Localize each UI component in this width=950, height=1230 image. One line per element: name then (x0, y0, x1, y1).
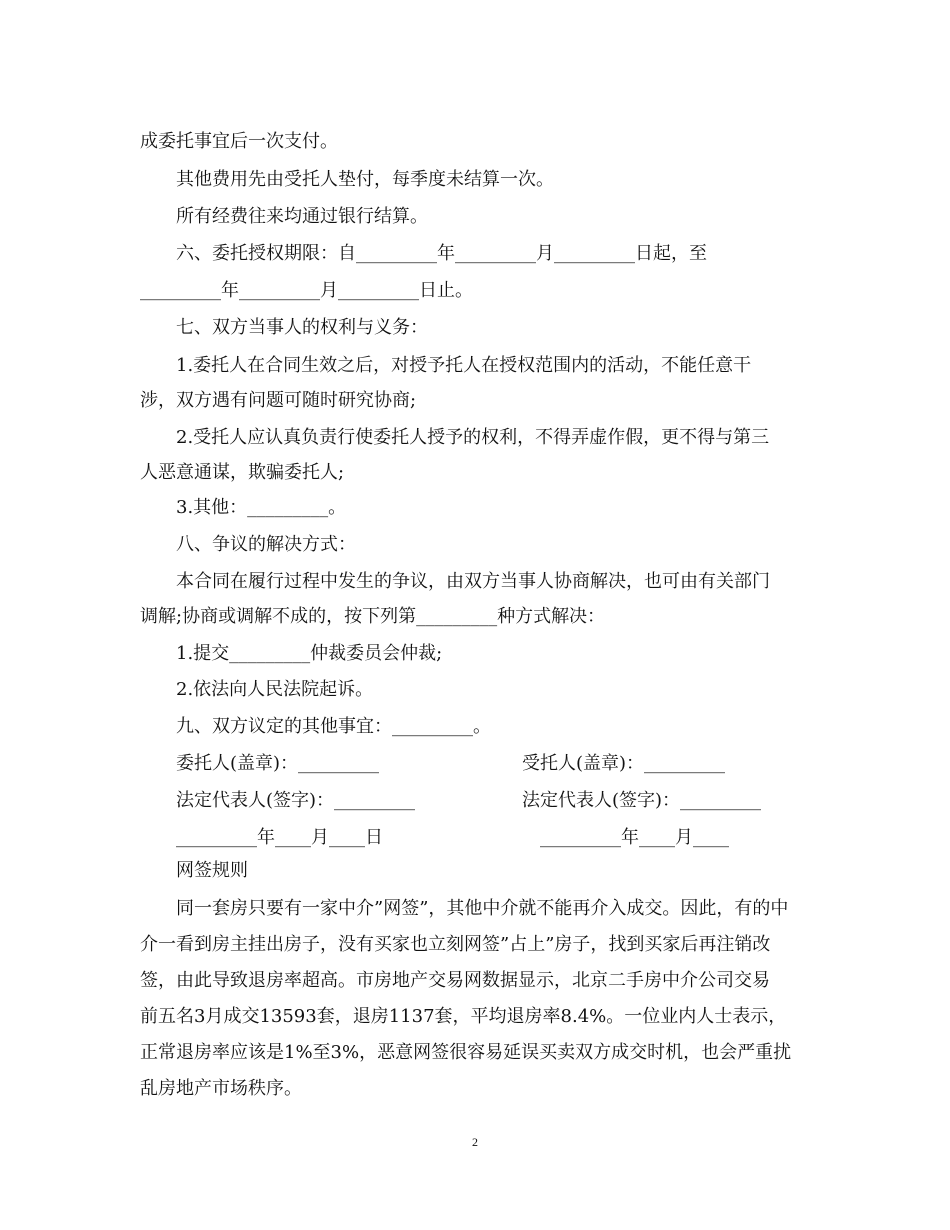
client-rep-signature-line: 法定代表人(签字)：_________ (176, 790, 416, 811)
text-line: 调解;协商或调解不成的，按下列第_________种方式解决： (140, 606, 606, 627)
text-line: 1.委托人在合同生效之后，对授予托人在授权范围内的活动，不能任意干 (176, 355, 752, 376)
agent-rep-signature-line: 法定代表人(签字)：_________ (522, 790, 762, 811)
text-line: 六、委托授权期限：自_________年_________月_________日起，至 (176, 243, 707, 264)
paragraph-line: 签，由此导致退房率超高。市房地产交易网数据显示，北京二手房中介公司交易 (140, 970, 770, 991)
paragraph-line: 同一套房只要有一家中介”网签”，其他中介就不能再介入成交。因此，有的中 (176, 898, 789, 919)
text-line: 所有经费往来均通过银行结算。 (176, 206, 428, 227)
text-line: 本合同在履行过程中发生的争议，由双方当事人协商解决，也可由有关部门 (176, 571, 770, 592)
section-title: 网签规则 (176, 860, 248, 881)
text-line: 1.提交_________仲裁委员会仲裁; (176, 643, 443, 664)
text-line: 八、争议的解决方式： (176, 534, 356, 555)
text-line: 2.依法向人民法院起诉。 (176, 679, 374, 700)
paragraph-line: 乱房地产市场秩序。 (140, 1078, 302, 1099)
text-line: 七、双方当事人的权利与义务： (176, 317, 428, 338)
text-line: 3.其他：_________。 (176, 497, 347, 518)
paragraph-line: 前五名3月成交13593套，退房1137套，平均退房率8.4%。一位业内人士表示， (140, 1006, 787, 1027)
paragraph-line: 介一看到房主挂出房子，没有买家也立刻网签”占上”房子，找到买家后再注销改 (140, 934, 771, 955)
agent-date-line: _________年____月____ (540, 827, 729, 848)
text-line: 其他费用先由受托人垫付，每季度未结算一次。 (176, 169, 554, 190)
text-line: 成委托事宜后一次支付。 (140, 131, 338, 152)
client-seal-line: 委托人(盖章)：_________ (176, 753, 380, 774)
text-line: 2.受托人应认真负责行使委托人授予的权利，不得弄虚作假，更不得与第三 (176, 427, 770, 448)
text-line: _________年_________月_________日止。 (140, 280, 473, 301)
client-date-line: _________年____月____日 (176, 827, 383, 848)
agent-seal-line: 受托人(盖章)：_________ (522, 753, 726, 774)
paragraph-line: 正常退房率应该是1%至3%，恶意网签很容易延误买卖双方成交时机，也会严重扰 (140, 1042, 792, 1063)
page-number: 2 (472, 1135, 478, 1149)
text-line: 人恶意通谋，欺骗委托人; (140, 462, 345, 483)
text-line: 九、双方议定的其他事宜：_________。 (176, 716, 491, 737)
text-line: 涉，双方遇有问题可随时研究协商; (140, 390, 417, 411)
